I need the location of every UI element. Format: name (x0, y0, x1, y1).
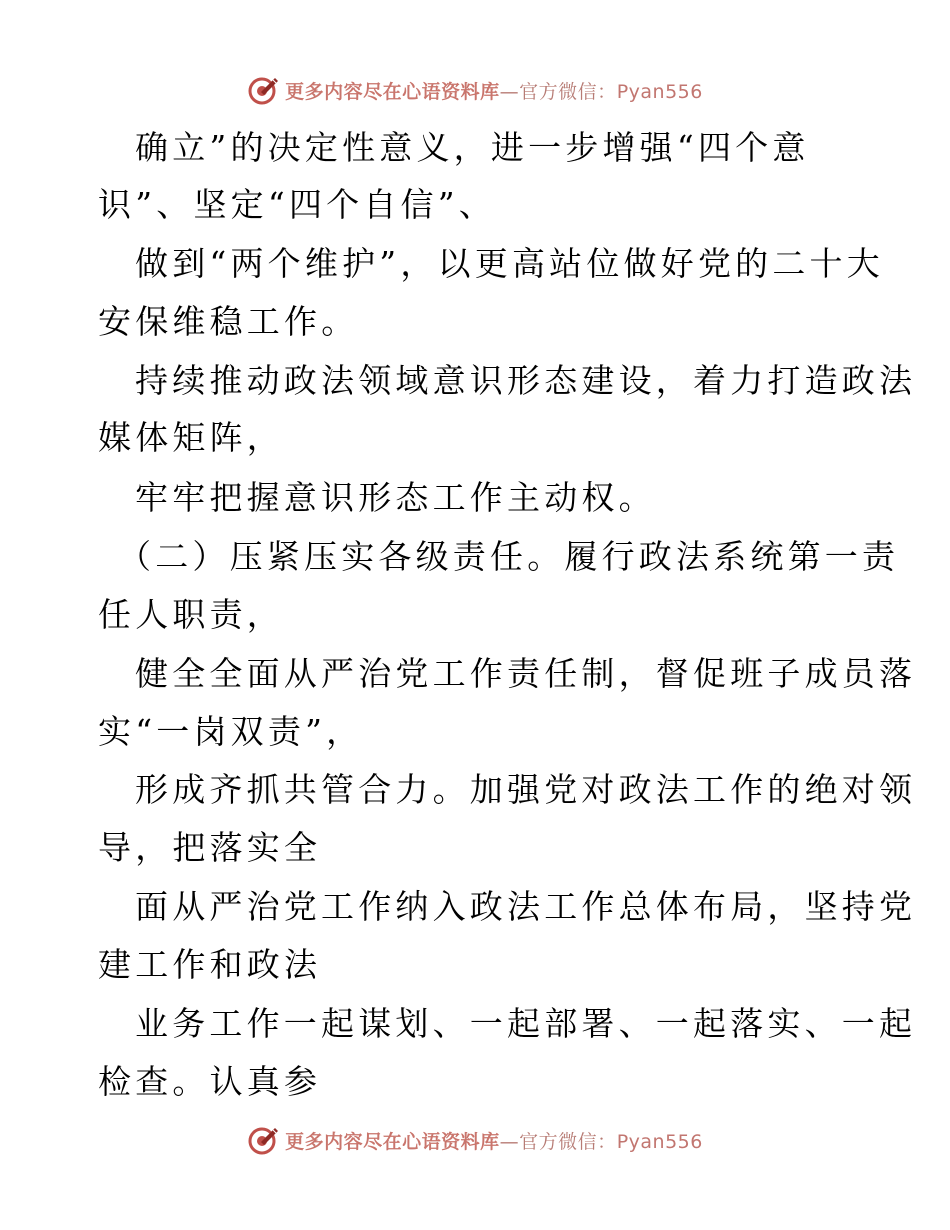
pen-circle-logo-icon (247, 74, 279, 106)
watermark-group (247, 74, 703, 106)
body-line: 业务工作一起谋划、一起部署、一起落实、一起 (135, 1004, 917, 1043)
watermark-dash: — (499, 80, 520, 103)
watermark-text (285, 77, 703, 104)
body-line: 导，把落实全 (98, 828, 322, 867)
body-line: 建工作和政法 (98, 945, 322, 984)
body-line: 做到“两个维护”，以更高站位做好党的二十大 (135, 244, 884, 283)
body-line: 实“一岗双责”， (98, 712, 364, 751)
watermark-label: 官方微信： (519, 80, 617, 103)
footer-watermark (0, 1120, 950, 1160)
body-line: 面从严治党工作纳入政法工作总体布局，坚持党 (135, 887, 917, 926)
body-line: 检查。认真参 (98, 1062, 322, 1101)
pen-circle-logo-icon (247, 1124, 279, 1156)
watermark-title: 更多内容尽在心语资料库 (285, 80, 500, 103)
watermark-label: 官方微信： (519, 1130, 617, 1153)
watermark-account: Pyan556 (616, 1130, 703, 1153)
body-line: 牢牢把握意识形态工作主动权。 (135, 478, 656, 517)
header-watermark (0, 70, 950, 110)
watermark-dash: — (499, 1130, 520, 1153)
watermark-group (247, 1124, 703, 1156)
body-line: 持续推动政法领域意识形态建设，着力打造政法 (135, 361, 917, 400)
body-line: 健全全面从严治党工作责任制，督促班子成员落 (135, 654, 917, 693)
body-line: 任人职责， (98, 595, 284, 634)
body-line: 媒体矩阵， (98, 418, 284, 457)
body-line: 识”、坚定“四个自信”、 (98, 185, 497, 224)
body-line: 确立”的决定性意义，进一步增强“四个意 (135, 128, 810, 167)
watermark-text (285, 1127, 703, 1154)
watermark-title: 更多内容尽在心语资料库 (285, 1130, 500, 1153)
body-line: （二）压紧压实各级责任。履行政法系统第一责 (118, 537, 900, 576)
watermark-account: Pyan556 (616, 80, 703, 103)
body-line: 形成齐抓共管合力。加强党对政法工作的绝对领 (135, 770, 917, 809)
body-line: 安保维稳工作。 (98, 302, 359, 341)
